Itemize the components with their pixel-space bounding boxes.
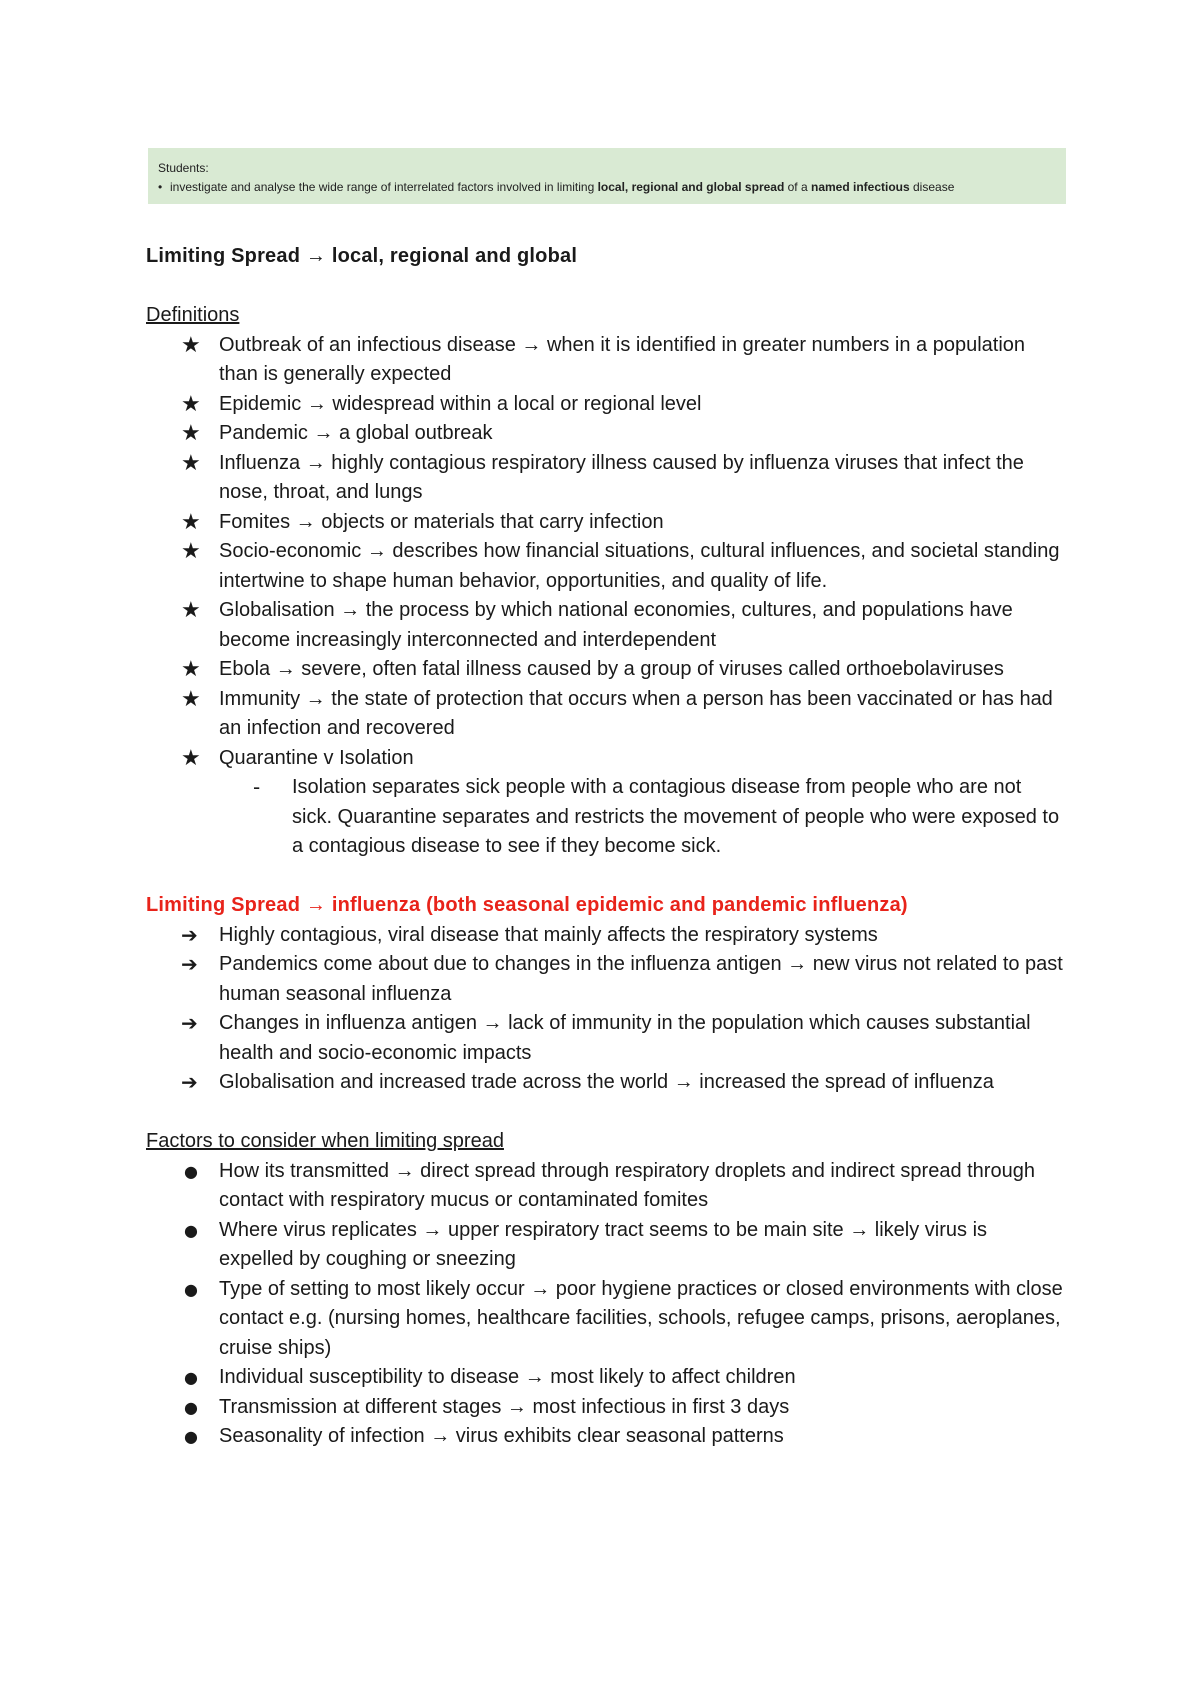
factor-item: ● Seasonality of infection → virus exhibits clear seasonal patterns: [146, 1422, 1066, 1452]
star-bullet-icon: ★: [181, 598, 201, 623]
definition-item: ★ Immunity → the state of protection that occurs when a person has been vaccinated or has had an infection and recovered: [181, 686, 1053, 739]
quarantine-note: - Isolation separates sick people with a contagious disease from people who are not sick. Quarantine separates and restricts the movement of people who were exposed to a contagious disease to see if they become sick.: [253, 775, 1060, 857]
syllabus-outcome-box: [148, 148, 1066, 204]
bullet-icon: •: [158, 180, 163, 194]
arrow-bullet-icon: ➔: [181, 1070, 198, 1094]
factors-list: [146, 1157, 1066, 1452]
factor-item: ● Individual susceptibility to disease → most likely to affect children: [146, 1363, 1066, 1393]
definition-item: ★ Pandemic → a global outbreak: [146, 419, 1066, 449]
factor-item: ● How its transmitted → direct spread through respiratory droplets and indirect spread through contact with respiratory mucus or contaminated fomites: [146, 1157, 1066, 1216]
dot-bullet-icon: ●: [184, 1368, 198, 1387]
section-heading-influenza: Limiting Spread → influenza (both seasonal epidemic and pandemic influenza): [146, 894, 908, 916]
influenza-point: ➔ Pandemics come about due to changes in the influenza antigen → new virus not related to past human seasonal influenza: [181, 952, 1063, 1005]
definition-item: ★ Globalisation → the process by which national economies, cultures, and populations have become increasingly interconnected and interdependent: [181, 598, 1013, 651]
influenza-point: ➔ Changes in influenza antigen → lack of immunity in the population which causes substantial health and socio-economic impacts: [181, 1011, 1031, 1064]
influenza-point: ➔ Highly contagious, viral disease that mainly affects the respiratory systems: [146, 921, 1066, 951]
definition-item: ★ Outbreak of an infectious disease → when it is identified in greater numbers in a population than is generally expected: [181, 332, 1026, 385]
star-bullet-icon: ★: [181, 509, 201, 535]
arrow-bullet-icon: ➔: [181, 1011, 198, 1035]
factor-item: ● Where virus replicates → upper respiratory tract seems to be main site → likely virus is expelled by coughing or sneezing: [146, 1216, 1066, 1275]
dash-bullet-icon: -: [253, 775, 261, 799]
quarantine-sublist: [219, 773, 1066, 862]
definition-item: ★ Quarantine v Isolation - Isolation separates sick people with a contagious disease from people who are not sick. Quarantine separates and restricts the movement of people who were exposed to a contagious disease to see if they become sick.: [146, 744, 1066, 862]
definition-item: ★ Influenza → highly contagious respiratory illness caused by influenza viruses that infect the nose, throat, and lungs: [181, 450, 1024, 503]
star-bullet-icon: ★: [181, 421, 201, 446]
arrow-bullet-icon: ➔: [181, 922, 198, 947]
outcome-label: Students:: [158, 161, 209, 175]
star-bullet-icon: ★: [181, 657, 201, 682]
influenza-point: ➔ Globalisation and increased trade across the world → increased the spread of influenza: [146, 1068, 1066, 1098]
definition-item: ★ Socio-economic → describes how financial situations, cultural influences, and societal standing intertwine to shape human behavior, opportunities, and quality of life.: [181, 539, 1060, 592]
factor-item: ● Transmission at different stages → most infectious in first 3 days: [146, 1393, 1066, 1423]
star-bullet-icon: ★: [181, 332, 201, 358]
outcome-text-after: disease: [909, 180, 955, 194]
outcome-text: [158, 178, 1056, 197]
dot-bullet-icon: ●: [184, 1220, 198, 1240]
star-bullet-icon: ★: [181, 686, 201, 712]
dot-bullet-icon: ●: [184, 1279, 198, 1299]
document-body: [146, 242, 1066, 1452]
definitions-title: Definitions: [146, 304, 240, 326]
definition-item: ★ Ebola → severe, often fatal illness caused by a group of viruses called orthoebolaviruses: [146, 655, 1066, 685]
outcome-text-before: investigate and analyse the wide range of interrelated factors involved in limiting: [170, 180, 598, 194]
definition-item: ★ Fomites → objects or materials that carry infection: [146, 508, 1066, 538]
star-bullet-icon: ★: [181, 391, 201, 417]
star-bullet-icon: ★: [181, 745, 201, 771]
outcome-bold-spread: local, regional and global spread: [597, 180, 785, 194]
definitions-list: [146, 331, 1066, 862]
factor-item: ● Type of setting to most likely occur → poor hygiene practices or closed environments with close contact e.g. (nursing homes, healthcare facilities, schools, refugee camps, prisons, aeroplanes, cruise ships): [146, 1275, 1066, 1364]
dot-bullet-icon: ●: [184, 1161, 198, 1181]
definition-item: ★ Epidemic → widespread within a local or regional level: [146, 390, 1066, 420]
dot-bullet-icon: ●: [184, 1397, 198, 1417]
outcome-text-mid: of a: [784, 180, 811, 194]
dot-bullet-icon: ●: [184, 1427, 198, 1446]
star-bullet-icon: ★: [181, 539, 201, 564]
outcome-bold-named: named infectious: [810, 180, 910, 194]
section-heading-limiting-spread: Limiting Spread → local, regional and global: [146, 245, 578, 267]
star-bullet-icon: ★: [181, 450, 201, 476]
influenza-points-list: [146, 921, 1066, 1098]
factors-title: Factors to consider when limiting spread: [146, 1130, 504, 1152]
arrow-bullet-icon: ➔: [181, 952, 198, 976]
